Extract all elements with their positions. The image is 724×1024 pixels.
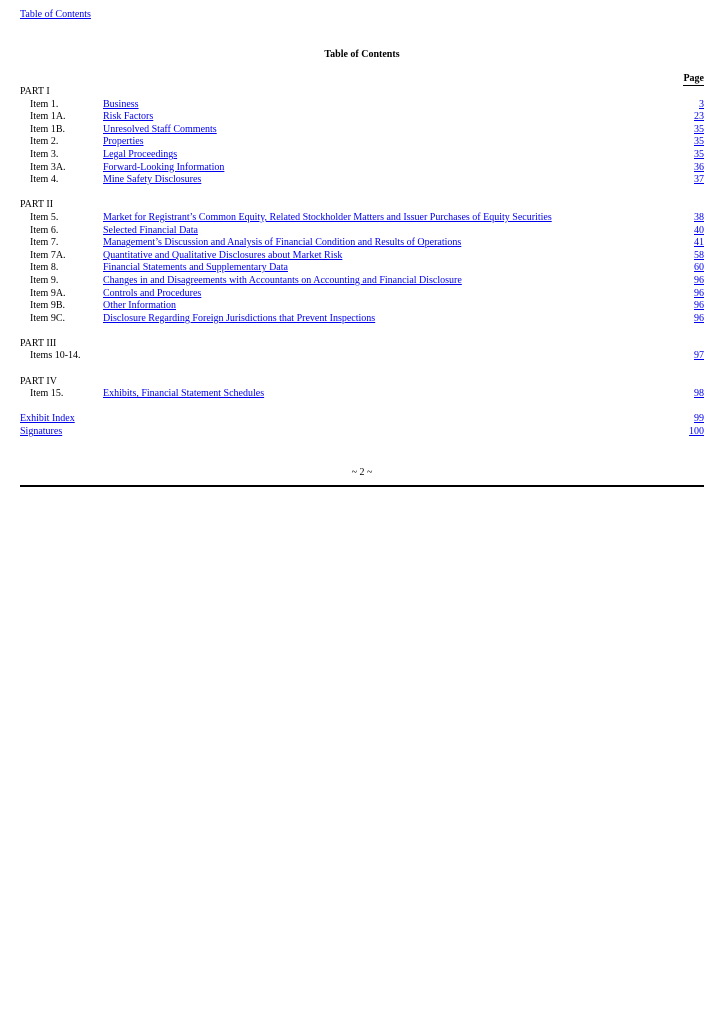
page-link[interactable]: 96: [694, 287, 704, 299]
toc-row: [20, 162, 704, 175]
part-heading: PART II: [20, 199, 54, 211]
item-number: Item 5.: [30, 211, 59, 223]
item-link[interactable]: Management’s Discussion and Analysis of Financial Condition and Results of Operations: [103, 237, 462, 249]
page-link[interactable]: 3: [699, 98, 704, 110]
page-link[interactable]: 40: [694, 224, 704, 236]
part-heading: PART IV: [20, 375, 57, 387]
spacer: [20, 187, 704, 200]
toc-row: [20, 300, 704, 313]
toc-row: [20, 225, 704, 238]
page-link[interactable]: 60: [694, 262, 704, 274]
toc-row: [20, 99, 704, 112]
item-link[interactable]: Disclosure Regarding Foreign Jurisdictions that Prevent Inspections: [103, 312, 376, 324]
page-link[interactable]: 36: [694, 161, 704, 173]
item-number: Item 4.: [30, 174, 59, 186]
toc-row: [20, 212, 704, 225]
spacer: [20, 401, 704, 414]
toc-table: [20, 86, 704, 439]
item-link[interactable]: Market for Registrant’s Common Equity, Related Stockholder Matters and Issuer Purchases of Equity Securities: [103, 211, 552, 223]
page-number: ~ 2 ~: [351, 467, 373, 478]
toc-row: [20, 250, 704, 263]
toc-row-exhibit-index: [20, 413, 704, 426]
toc-row-signatures: [20, 426, 704, 439]
toc-row: [20, 237, 704, 250]
signatures-link[interactable]: Signatures: [20, 426, 63, 438]
page-column-header: Page: [683, 73, 704, 84]
page-link[interactable]: 96: [694, 274, 704, 286]
item-number: Item 6.: [30, 224, 59, 236]
toc-row: [20, 388, 704, 401]
item-link[interactable]: Unresolved Staff Comments: [103, 123, 217, 135]
exhibit-index-link[interactable]: Exhibit Index: [20, 413, 75, 425]
item-number: Item 9.: [30, 274, 59, 286]
page-link[interactable]: 35: [694, 123, 704, 135]
toc-row: [20, 262, 704, 275]
item-number: Item 15.: [30, 388, 64, 400]
item-link[interactable]: Mine Safety Disclosures: [103, 174, 202, 186]
toc-row: [20, 350, 704, 363]
item-number: Item 7.: [30, 237, 59, 249]
item-number: Item 3A.: [30, 161, 66, 173]
item-link[interactable]: Legal Proceedings: [103, 148, 178, 160]
toc-row: [20, 124, 704, 137]
item-link[interactable]: Changes in and Disagreements with Accountants on Accounting and Financial Disclosure: [103, 274, 462, 286]
item-number: Item 8.: [30, 262, 59, 274]
item-link[interactable]: Other Information: [103, 300, 177, 312]
item-link[interactable]: Business: [103, 98, 139, 110]
item-number: Item 2.: [30, 136, 59, 148]
item-number: Item 7A.: [30, 249, 66, 261]
item-number: Item 9B.: [30, 300, 65, 312]
page-link[interactable]: 100: [689, 426, 704, 438]
toc-row: [20, 313, 704, 326]
page-link[interactable]: 96: [694, 300, 704, 312]
item-number: Item 9A.: [30, 287, 66, 299]
part-heading: PART III: [20, 337, 57, 349]
spacer: [20, 363, 704, 376]
toc-row: [20, 149, 704, 162]
page-link[interactable]: 41: [694, 237, 704, 249]
item-number: Item 3.: [30, 148, 59, 160]
item-link[interactable]: Financial Statements and Supplementary Data: [103, 262, 288, 274]
item-link[interactable]: Forward-Looking Information: [103, 161, 225, 173]
page-link[interactable]: 98: [694, 388, 704, 400]
page-link[interactable]: 23: [694, 111, 704, 123]
page-link[interactable]: 35: [694, 148, 704, 160]
page-title: Table of Contents: [324, 49, 400, 60]
item-number: Items 10-14.: [30, 350, 81, 362]
spacer: [20, 325, 704, 338]
toc-row: [20, 275, 704, 288]
toc-row: [20, 174, 704, 187]
toc-row: [20, 111, 704, 124]
item-number: Item 1.: [30, 98, 59, 110]
page-link[interactable]: 99: [694, 413, 704, 425]
item-link[interactable]: Exhibits, Financial Statement Schedules: [103, 388, 265, 400]
page-link[interactable]: 37: [694, 174, 704, 186]
item-link[interactable]: Controls and Procedures: [103, 287, 202, 299]
toc-row: [20, 136, 704, 149]
item-link[interactable]: Selected Financial Data: [103, 224, 198, 236]
item-number: Item 1B.: [30, 123, 65, 135]
item-number: Item 1A.: [30, 111, 66, 123]
page-divider: [20, 485, 704, 487]
toc-row: [20, 288, 704, 301]
page-link[interactable]: 58: [694, 249, 704, 261]
page-link[interactable]: 38: [694, 211, 704, 223]
item-link[interactable]: Risk Factors: [103, 111, 154, 123]
page-link[interactable]: 35: [694, 136, 704, 148]
item-link[interactable]: Properties: [103, 136, 144, 148]
item-number: Item 9C.: [30, 312, 65, 324]
item-link[interactable]: Quantitative and Qualitative Disclosures about Market Risk: [103, 249, 343, 261]
page-link[interactable]: 97: [694, 350, 704, 362]
page-link[interactable]: 96: [694, 312, 704, 324]
part-heading: PART I: [20, 86, 50, 97]
top-toc-link[interactable]: Table of Contents: [20, 9, 91, 20]
